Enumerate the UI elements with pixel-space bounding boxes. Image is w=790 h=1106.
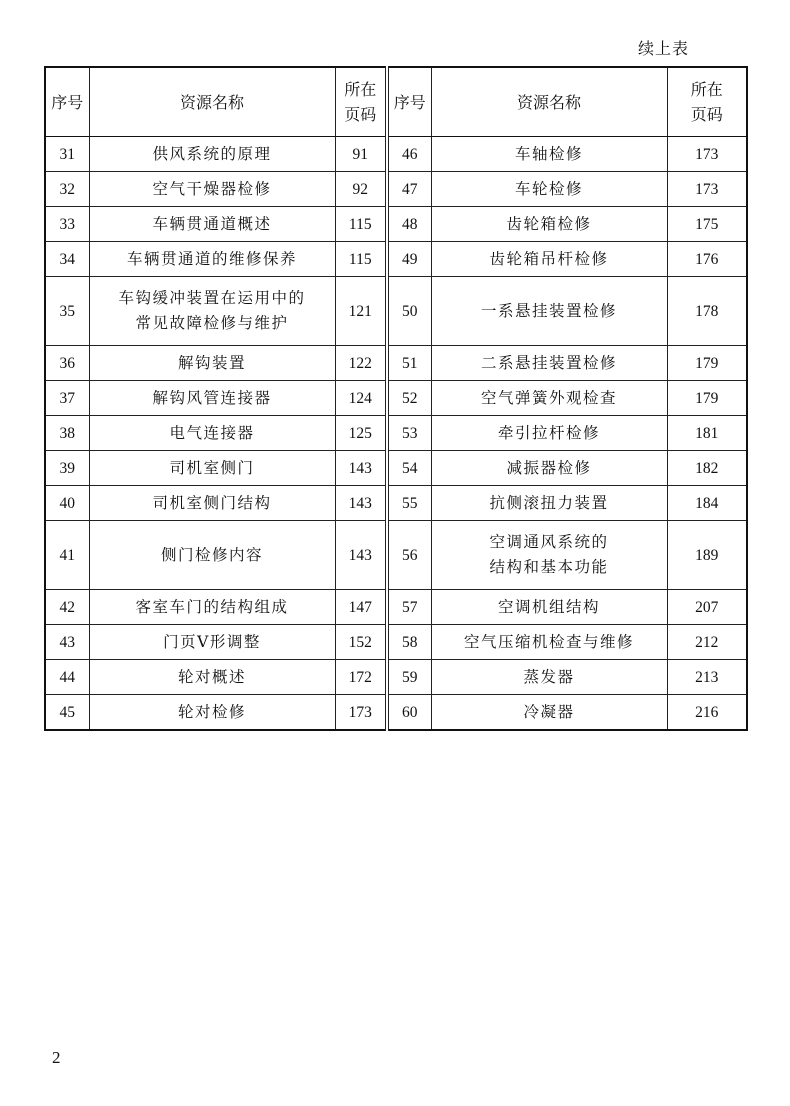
table-row	[45, 277, 747, 346]
name-line: 空气弹簧外观检查	[480, 388, 617, 407]
seq-cell-left: 42	[45, 590, 89, 625]
table-row	[45, 381, 747, 416]
seq-cell-left: 32	[45, 172, 89, 207]
name-line: 常见故障检修与维护	[135, 314, 289, 332]
page-cell-left: 173	[335, 695, 387, 731]
name-line: 冷凝器	[523, 702, 575, 721]
table-row	[45, 521, 747, 590]
name-line: 解钩装置	[177, 353, 246, 372]
name-line: 轮对检修	[177, 702, 246, 721]
name-line: 齿轮箱吊杆检修	[489, 249, 609, 268]
page-cell-left: 115	[335, 242, 387, 277]
seq-cell-left: 33	[45, 207, 89, 242]
name-line: 轮对概述	[177, 667, 246, 686]
table-row	[45, 207, 747, 242]
seq-cell-right: 55	[387, 486, 431, 521]
page-cell-right: 173	[667, 172, 747, 207]
name-cell-right	[431, 207, 667, 242]
table-row	[45, 346, 747, 381]
name-line: 供风系统的原理	[152, 144, 272, 163]
seq-cell-left: 37	[45, 381, 89, 416]
page-cell-right: 179	[667, 346, 747, 381]
name-cell-right	[431, 451, 667, 486]
header-seq-right: 序号	[387, 67, 431, 137]
page-cell-left: 172	[335, 660, 387, 695]
seq-cell-left: 41	[45, 521, 89, 590]
page-cell-right: 181	[667, 416, 747, 451]
name-cell-right	[431, 590, 667, 625]
name-line: 空调机组结构	[497, 597, 600, 616]
name-line: 客室车门的结构组成	[135, 597, 289, 616]
name-cell-left	[89, 137, 335, 172]
header-page-right	[667, 67, 747, 137]
page-cell-left: 147	[335, 590, 387, 625]
seq-cell-right: 47	[387, 172, 431, 207]
header-name-left: 资源名称	[89, 67, 335, 137]
name-cell-left	[89, 242, 335, 277]
name-line: 一系悬挂装置检修	[480, 301, 617, 320]
name-line: 空气压缩机检查与维修	[463, 632, 634, 651]
name-cell-left	[89, 277, 335, 346]
table-row	[45, 486, 747, 521]
header-row	[45, 67, 747, 137]
table-row	[45, 242, 747, 277]
seq-cell-left: 45	[45, 695, 89, 731]
name-cell-right	[431, 521, 667, 590]
page-cell-left: 125	[335, 416, 387, 451]
name-cell-left	[89, 416, 335, 451]
name-cell-right	[431, 625, 667, 660]
name-line: 侧门检修内容	[160, 545, 263, 564]
name-cell-right	[431, 381, 667, 416]
header-page-line1: 所在	[344, 80, 377, 99]
header-page-line2: 页码	[690, 105, 723, 124]
seq-cell-left: 34	[45, 242, 89, 277]
page-cell-left: 124	[335, 381, 387, 416]
name-cell-left	[89, 346, 335, 381]
page-cell-right: 175	[667, 207, 747, 242]
seq-cell-right: 57	[387, 590, 431, 625]
name-cell-left	[89, 381, 335, 416]
header-page-line2: 页码	[344, 105, 377, 124]
seq-cell-left: 38	[45, 416, 89, 451]
page-cell-left: 122	[335, 346, 387, 381]
name-cell-right	[431, 660, 667, 695]
table-row	[45, 625, 747, 660]
name-line: 齿轮箱检修	[506, 214, 592, 233]
page-cell-right: 184	[667, 486, 747, 521]
name-cell-left	[89, 486, 335, 521]
page-cell-right: 176	[667, 242, 747, 277]
name-cell-right	[431, 416, 667, 451]
name-line: 司机室侧门	[169, 458, 255, 477]
name-line: 解钩风管连接器	[152, 388, 272, 407]
name-cell-left	[89, 660, 335, 695]
page-cell-left: 152	[335, 625, 387, 660]
name-cell-right	[431, 172, 667, 207]
page-cell-left: 143	[335, 451, 387, 486]
page-cell-right: 178	[667, 277, 747, 346]
table-row	[45, 137, 747, 172]
seq-cell-right: 52	[387, 381, 431, 416]
page-cell-right: 173	[667, 137, 747, 172]
name-line: 电气连接器	[169, 423, 255, 442]
name-cell-left	[89, 451, 335, 486]
name-line: 结构和基本功能	[489, 558, 609, 576]
name-line: 车辆贯通道概述	[152, 214, 272, 233]
seq-cell-left: 40	[45, 486, 89, 521]
table-row	[45, 416, 747, 451]
page-cell-right: 179	[667, 381, 747, 416]
name-line: 二系悬挂装置检修	[480, 353, 617, 372]
page-cell-left: 121	[335, 277, 387, 346]
seq-cell-right: 48	[387, 207, 431, 242]
header-name-right: 资源名称	[431, 67, 667, 137]
name-line: 蒸发器	[523, 667, 575, 686]
continued-label: 续上表	[638, 39, 690, 58]
name-cell-right	[431, 242, 667, 277]
seq-cell-right: 53	[387, 416, 431, 451]
seq-cell-right: 58	[387, 625, 431, 660]
page-cell-right: 212	[667, 625, 747, 660]
seq-cell-right: 54	[387, 451, 431, 486]
name-cell-left	[89, 590, 335, 625]
name-line: 减振器检修	[506, 458, 592, 477]
page-cell-right: 189	[667, 521, 747, 590]
name-line: 车轴检修	[514, 144, 583, 163]
table-row	[45, 695, 747, 731]
page-cell-right: 207	[667, 590, 747, 625]
seq-cell-left: 44	[45, 660, 89, 695]
seq-cell-left: 36	[45, 346, 89, 381]
seq-cell-right: 56	[387, 521, 431, 590]
page-number: 2	[52, 1048, 61, 1067]
name-line: 车辆贯通道的维修保养	[126, 249, 297, 268]
table-body	[45, 137, 747, 731]
page-cell-left: 143	[335, 521, 387, 590]
name-line: 空调通风系统的	[489, 533, 609, 551]
page-cell-right: 182	[667, 451, 747, 486]
name-line: 司机室侧门结构	[152, 493, 272, 512]
table-row	[45, 590, 747, 625]
name-line: 牵引拉杆检修	[497, 423, 600, 442]
page-cell-right: 213	[667, 660, 747, 695]
page-cell-left: 92	[335, 172, 387, 207]
seq-cell-left: 35	[45, 277, 89, 346]
name-line: 车轮检修	[514, 179, 583, 198]
seq-cell-right: 60	[387, 695, 431, 731]
header-seq-left: 序号	[45, 67, 89, 137]
header-page-left	[335, 67, 387, 137]
name-cell-left	[89, 172, 335, 207]
table-row	[45, 660, 747, 695]
seq-cell-right: 46	[387, 137, 431, 172]
name-line: 抗侧滚扭力装置	[489, 493, 609, 512]
name-line: 门页V形调整	[163, 632, 261, 651]
name-line: 空气干燥器检修	[152, 179, 272, 198]
seq-cell-left: 39	[45, 451, 89, 486]
name-cell-left	[89, 207, 335, 242]
name-cell-right	[431, 277, 667, 346]
name-cell-left	[89, 695, 335, 731]
seq-cell-right: 50	[387, 277, 431, 346]
name-cell-right	[431, 486, 667, 521]
table-row	[45, 172, 747, 207]
seq-cell-left: 31	[45, 137, 89, 172]
name-cell-right	[431, 137, 667, 172]
name-cell-right	[431, 346, 667, 381]
resource-table	[44, 66, 748, 731]
seq-cell-left: 43	[45, 625, 89, 660]
table-row	[45, 451, 747, 486]
page-cell-right: 216	[667, 695, 747, 731]
name-line: 车钩缓冲装置在运用中的	[118, 289, 306, 307]
seq-cell-right: 49	[387, 242, 431, 277]
seq-cell-right: 59	[387, 660, 431, 695]
name-cell-left	[89, 625, 335, 660]
seq-cell-right: 51	[387, 346, 431, 381]
name-cell-right	[431, 695, 667, 731]
page-cell-left: 143	[335, 486, 387, 521]
name-cell-left	[89, 521, 335, 590]
header-page-line1: 所在	[690, 80, 723, 99]
page-cell-left: 91	[335, 137, 387, 172]
page-cell-left: 115	[335, 207, 387, 242]
